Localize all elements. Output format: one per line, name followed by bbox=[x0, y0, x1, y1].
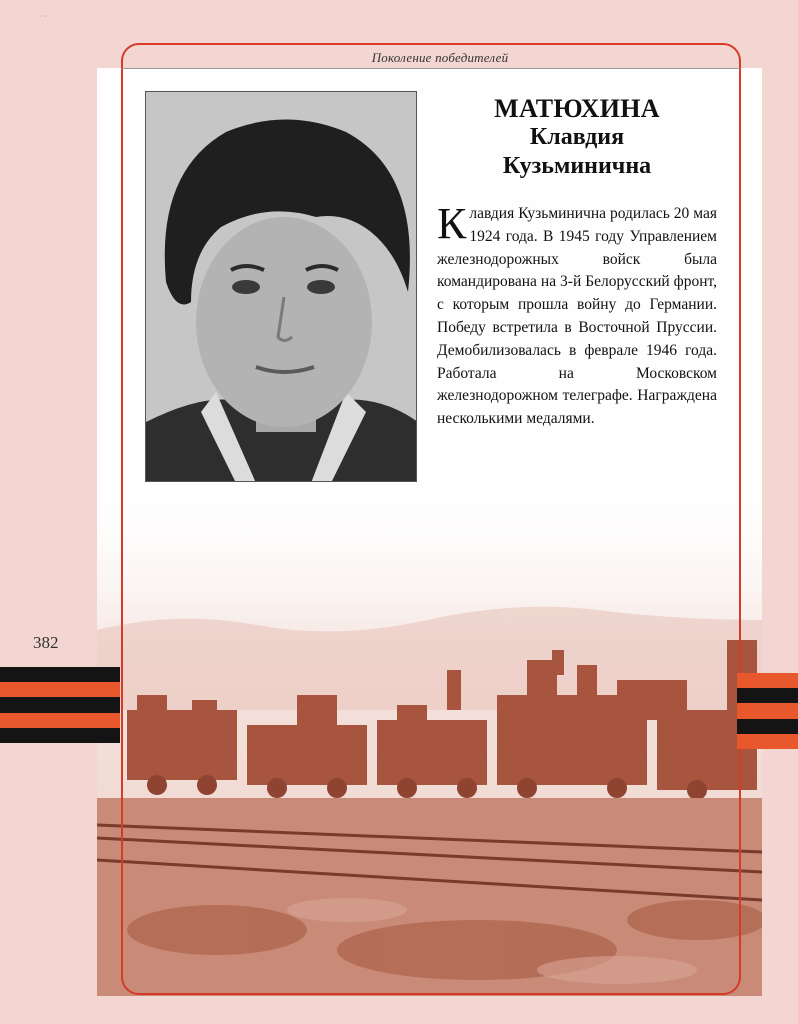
header-rule bbox=[122, 68, 740, 69]
portrait-photo bbox=[145, 91, 417, 482]
biography-text bbox=[437, 199, 717, 431]
biography-block bbox=[437, 94, 717, 431]
background-train-photo bbox=[97, 480, 762, 996]
patronymic: Кузьминична bbox=[502, 153, 652, 179]
first-name: Клавдия bbox=[529, 124, 625, 150]
biography-body: лавдия Кузьминична родилась 20 мая 1924 года. В 1945 году Управлением железнодорожных войск была командирована на 3-й Белорусский фронт, с которым прошла войну до Германии. Победу встретила в Восточной Пруссии. Демобилизовалась в феврале 1946 года. Работала на Московском железнодорожном телеграфе. Награждена несколькими медалями. bbox=[437, 205, 717, 428]
st-george-ribbon-right bbox=[737, 673, 798, 749]
drop-cap: К bbox=[437, 199, 467, 248]
running-header: Поколение победителей bbox=[371, 50, 509, 65]
pencil-mark: ~ bbox=[40, 8, 48, 23]
st-george-ribbon-left bbox=[0, 667, 120, 743]
surname: МАТЮХИНА bbox=[494, 94, 660, 123]
page-number: 382 bbox=[33, 633, 59, 652]
